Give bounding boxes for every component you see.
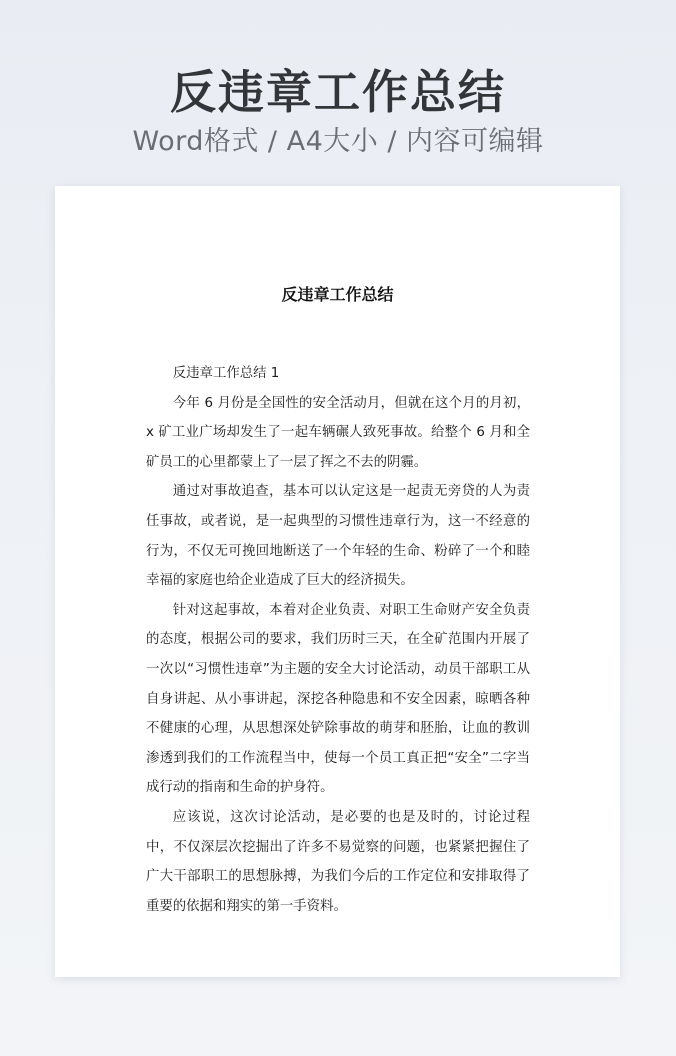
- main-title: 反违章工作总结: [170, 65, 506, 119]
- document-page: [55, 186, 620, 977]
- paragraph-3: 针对这起事故，本着对企业负责、对职工生命财产安全负责的态度，根据公司的要求，我们历时三天，在全矿范围内开展了一次以“习惯性违章”为主题的安全大讨论活动，动员干部职工从自身讲起、从小事讲起，深挖各种隐患和不安全因素，晾晒各种不健康的心理，从思想深处铲除事故的萌芽和胚胎，让血的教训渗透到我们的工作流程当中，使每一个员工真正把“安全”二字当成行动的指南和生命的护身符。: [146, 602, 530, 796]
- document-body: [146, 359, 530, 921]
- sub-title: Word格式 / A4大小 / 内容可编辑: [132, 126, 544, 157]
- page-header: [0, 62, 676, 160]
- paragraph-4: 应该说，这次讨论活动，是必要的也是及时的，讨论过程中，不仅深层次挖掘出了许多不易觉察的问题，也紧紧把握住了广大干部职工的思想脉搏，为我们今后的工作定位和安排取得了重要的依据和翔实的第一手资料。: [146, 809, 530, 914]
- document-title: 反违章工作总结: [281, 285, 394, 304]
- paragraph-2: 通过对事故追查，基本可以认定这是一起责无旁贷的人为责任事故，或者说，是一起典型的习惯性违章行为，这一不经意的行为，不仅无可挽回地断送了一个年轻的生命、粉碎了一个和睦幸福的家庭也给企业造成了巨大的经济损失。: [146, 484, 530, 589]
- paragraph-1: 今年 6 月份是全国性的安全活动月，但就在这个月的月初，x 矿工业广场却发生了一起车辆碾人致死事故。给整个 6 月和全矿员工的心里都蒙上了一层了挥之不去的阴霾。: [146, 395, 530, 470]
- section-heading: 反违章工作总结 1: [172, 366, 280, 381]
